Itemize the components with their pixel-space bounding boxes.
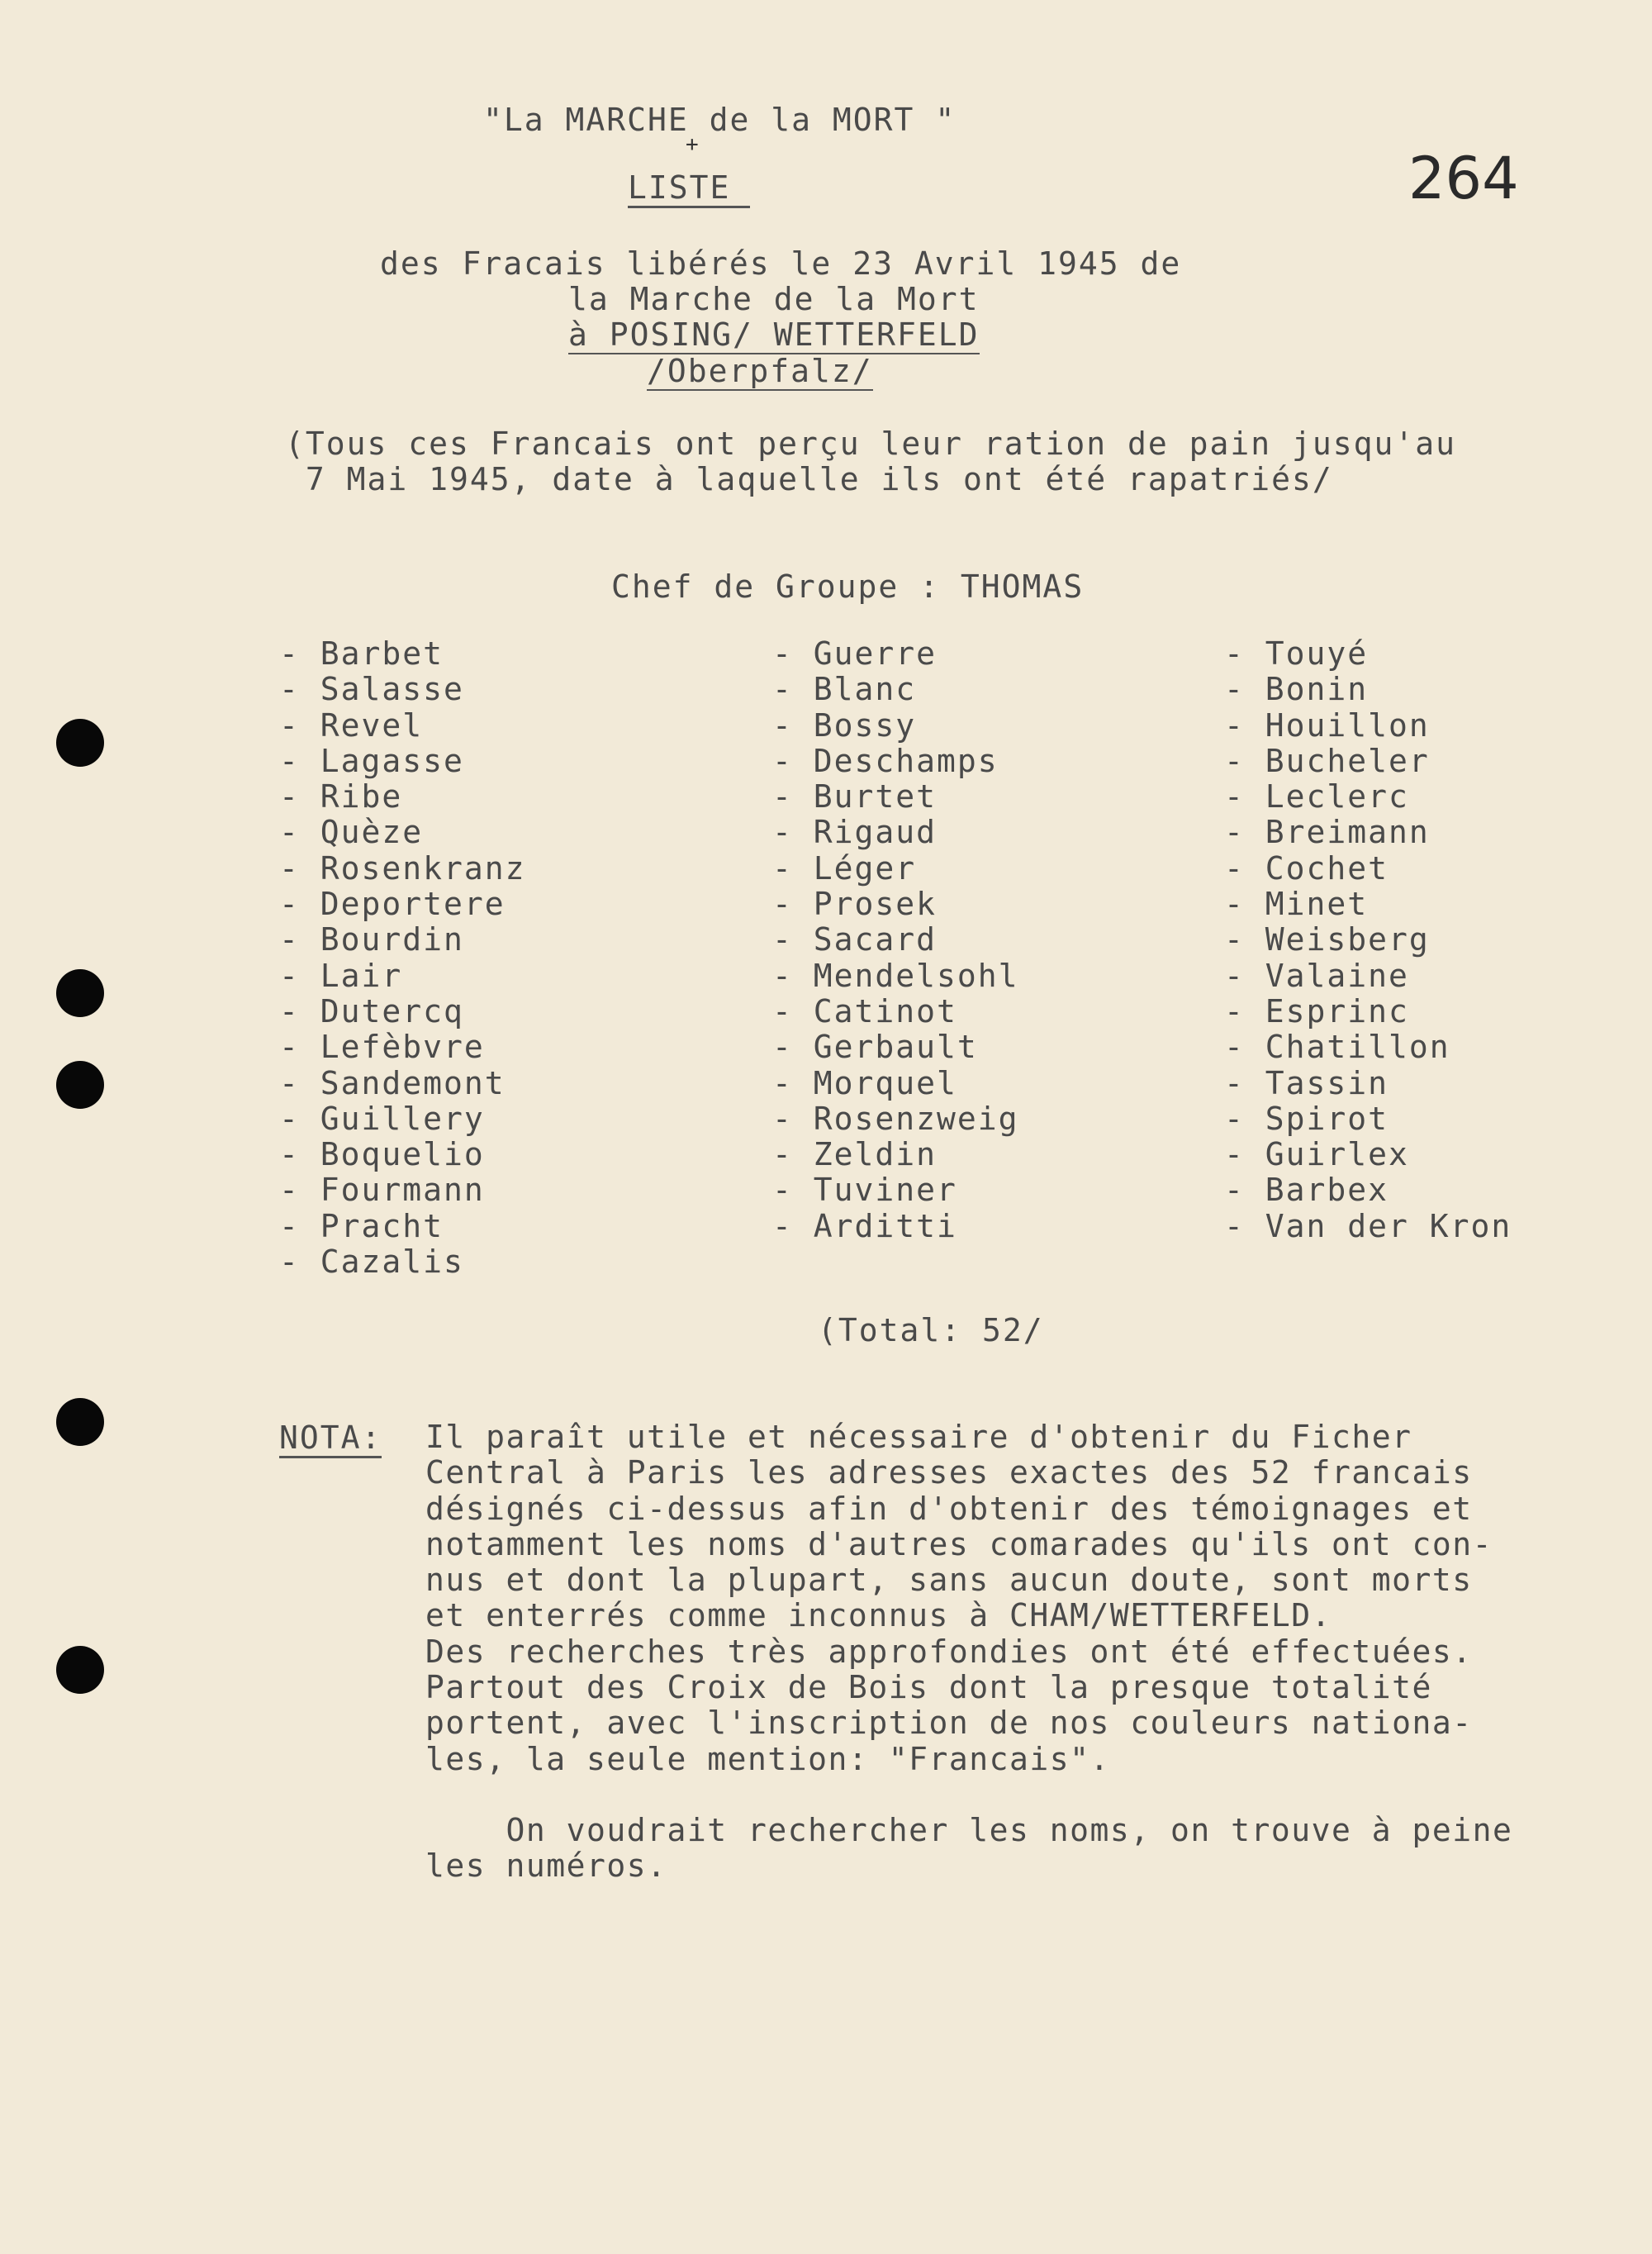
punch-hole: [56, 1646, 104, 1694]
subtitle-line-4: /Oberpfalz/: [647, 353, 873, 389]
punch-hole: [56, 1061, 104, 1109]
name-column-2: [772, 636, 1019, 1244]
name-item: - Lefèbvre: [279, 1029, 485, 1066]
name-item: - Rosenzweig: [772, 1100, 1019, 1137]
name-item: - Breimann: [1224, 814, 1430, 851]
name-item: - Quèze: [279, 814, 424, 851]
page-number: 264: [1408, 145, 1519, 212]
subtitle-line-1: des Fracais libérés le 23 Avril 1945 de: [380, 245, 1182, 282]
name-item: - Bossy: [772, 706, 917, 744]
name-item: - Deschamps: [772, 742, 999, 779]
name-item: - Van der Kron: [1224, 1207, 1512, 1244]
name-item: - Boquelio: [279, 1136, 485, 1173]
nota-label: NOTA:: [279, 1419, 382, 1458]
subtitle-line-2: la Marche de la Mort: [568, 281, 980, 317]
nota-body: [425, 1419, 1532, 1885]
name-item: - Houillon: [1224, 706, 1430, 744]
name-item: - Zeldin: [772, 1136, 938, 1173]
punch-hole: [56, 719, 104, 767]
name-item: - Mendelsohl: [772, 957, 1019, 994]
name-item: - Rosenkranz: [279, 849, 526, 887]
name-item: - Revel: [279, 706, 424, 744]
subtitle-line-3: à POSING/ WETTERFELD: [568, 316, 980, 353]
name-item: - Tassin: [1224, 1064, 1389, 1101]
name-item: - Cazalis: [279, 1244, 464, 1281]
document-title: "La MARCHE de la MORT ": [483, 102, 957, 138]
nota-paragraph-3: On voudrait rechercher les noms, on trouve à peine les numéros.: [425, 1811, 1513, 1885]
nota-paragraph-2: Des recherches très approfondies ont été effectuées. Partout des Croix de Bois dont la presque totalité portent, avec l'inscription de nos couleurs nationa- les, la seule mention: "Francais".: [425, 1633, 1473, 1777]
name-item: - Tuviner: [772, 1172, 957, 1209]
name-item: - Minet: [1224, 886, 1369, 923]
name-item: - Bourdin: [279, 921, 464, 958]
name-column-3: [1224, 636, 1512, 1244]
intro-line-1: (Tous ces Francais ont perçu leur ration de pain jusqu'au: [285, 426, 1457, 462]
name-item: - Deportere: [279, 886, 506, 923]
intro-line-2: 7 Mai 1945, date à laquelle ils ont été rapatriés/: [285, 461, 1333, 497]
name-item: - Rigaud: [772, 814, 938, 851]
name-item: - Sandemont: [279, 1064, 506, 1101]
nota-paragraph-1: Il paraît utile et nécessaire d'obtenir du Ficher Central à Paris les adresses exactes des 52 francais désignés ci-dessus afin d'obtenir des témoignages et notamment les noms d'autres comarades qu'ils ont con- nus et dont la plupart, sans aucun doute, sont morts et enterrés comme inconnus à CHAM/WETTERFELD.: [425, 1419, 1493, 1634]
name-item: - Spirot: [1224, 1100, 1389, 1137]
name-item: - Weisberg: [1224, 921, 1430, 958]
name-item: - Lair: [279, 957, 403, 994]
punch-hole: [56, 1398, 104, 1446]
cross-mark: +: [686, 132, 699, 157]
name-item: - Lagasse: [279, 742, 464, 779]
name-item: - Guirlex: [1224, 1136, 1409, 1173]
name-item: - Guerre: [772, 635, 938, 672]
name-item: - Chatillon: [1224, 1029, 1450, 1066]
name-item: - Léger: [772, 849, 917, 887]
name-item: - Bucheler: [1224, 742, 1430, 779]
name-item: - Pracht: [279, 1207, 444, 1244]
name-item: - Cochet: [1224, 849, 1389, 887]
name-item: - Barbex: [1224, 1172, 1389, 1209]
name-item: - Prosek: [772, 886, 938, 923]
name-item: - Esprinc: [1224, 992, 1409, 1030]
name-item: - Leclerc: [1224, 778, 1409, 816]
name-item: - Ribe: [279, 778, 403, 816]
total-count: (Total: 52/: [818, 1312, 1044, 1348]
name-item: - Gerbault: [772, 1029, 978, 1066]
name-item: - Guillery: [279, 1100, 485, 1137]
name-item: - Blanc: [772, 671, 917, 708]
name-item: - Morquel: [772, 1064, 957, 1101]
punch-hole: [56, 969, 104, 1017]
name-item: - Bonin: [1224, 671, 1369, 708]
name-item: - Valaine: [1224, 957, 1409, 994]
name-item: - Touyé: [1224, 635, 1369, 672]
name-item: - Dutercq: [279, 992, 464, 1030]
name-item: - Sacard: [772, 921, 938, 958]
name-item: - Fourmann: [279, 1172, 485, 1209]
name-item: - Burtet: [772, 778, 938, 816]
name-item: - Salasse: [279, 671, 464, 708]
name-item: - Barbet: [279, 635, 444, 672]
group-leader: Chef de Groupe : THOMAS: [611, 568, 1085, 605]
name-column-1: [279, 636, 526, 1280]
name-item: - Catinot: [772, 992, 957, 1030]
list-label: LISTE: [628, 169, 750, 208]
name-item: - Arditti: [772, 1207, 957, 1244]
